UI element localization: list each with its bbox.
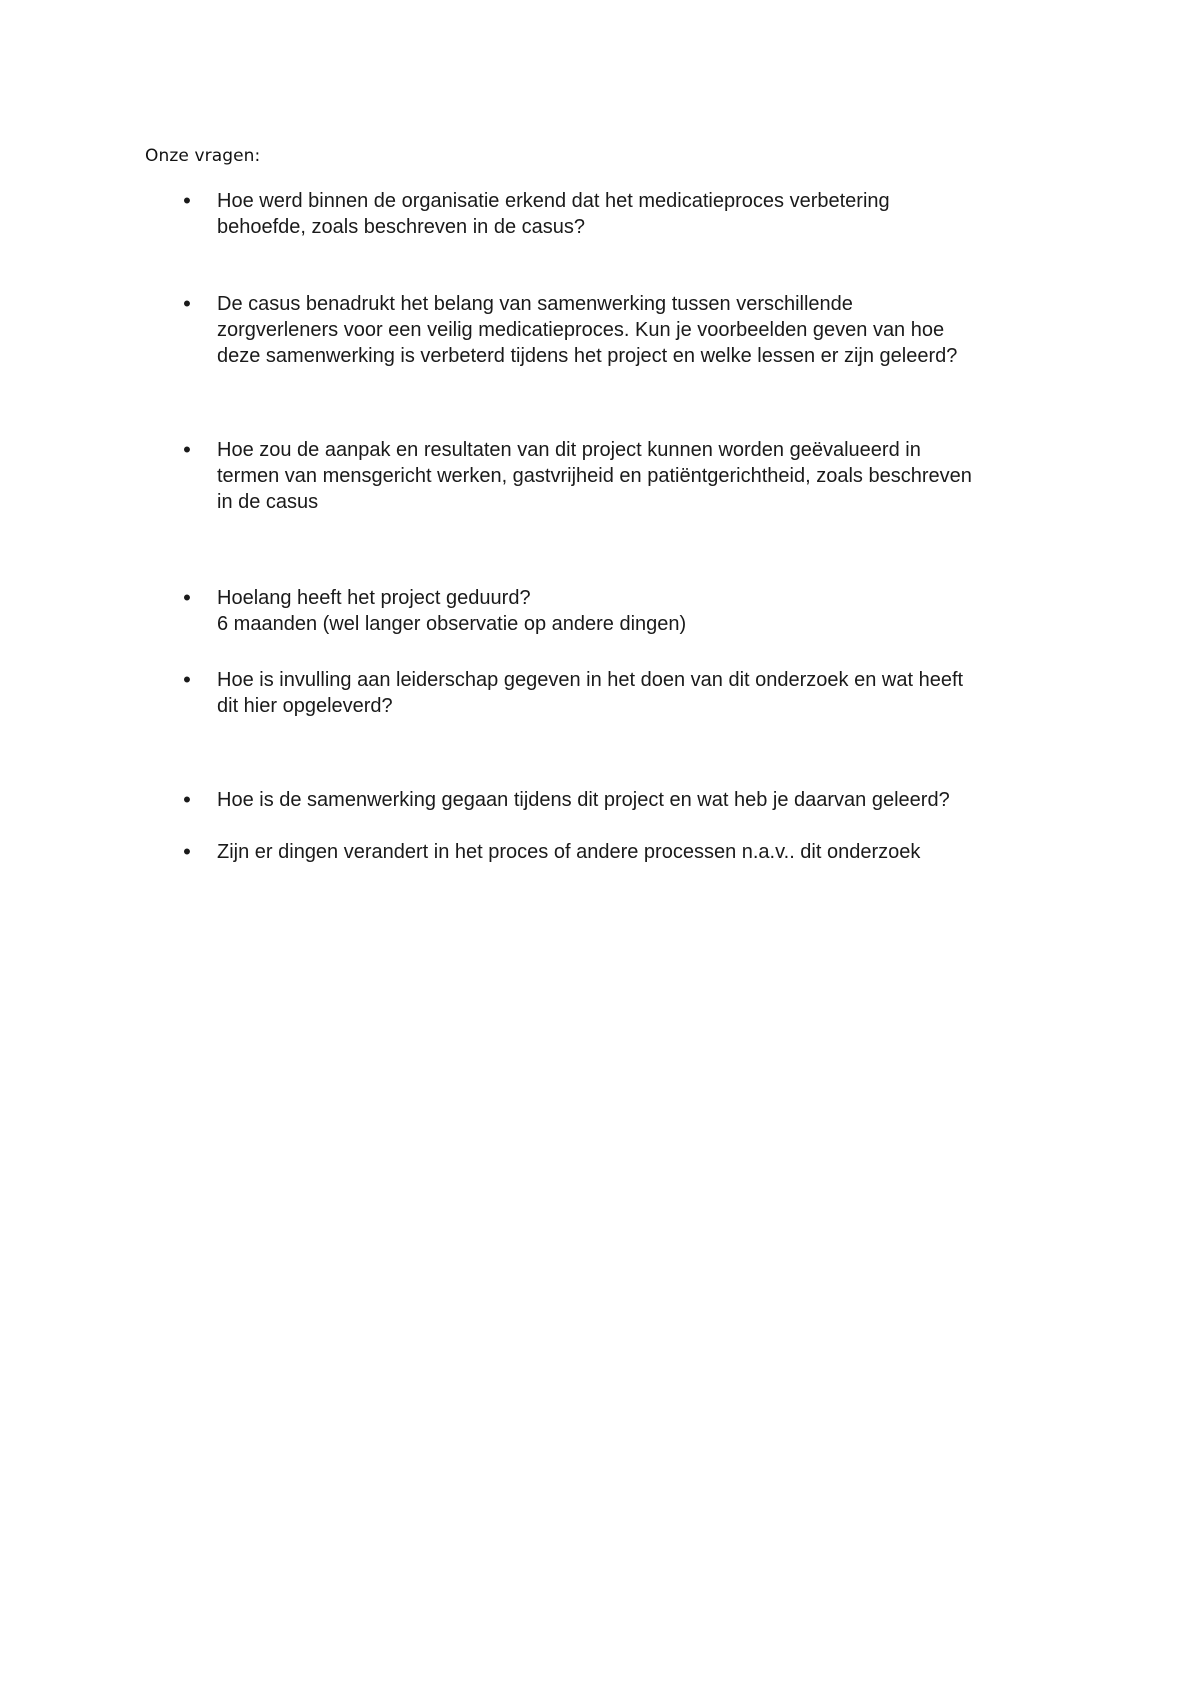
question-line: in de casus xyxy=(217,491,319,513)
question-line: deze samenwerking is verbeterd tijdens het project en welke lessen er zijn geleerd? xyxy=(217,345,958,367)
question-line: zorgverleners voor een veilig medicatieproces. Kun je voorbeelden geven van hoe xyxy=(217,319,945,341)
question-line: Zijn er dingen verandert in het proces of andere processen n.a.v.. dit onderzoek xyxy=(217,841,921,863)
bullet-icon: • xyxy=(183,585,191,610)
question-text xyxy=(217,585,1077,637)
question-line: Hoe is invulling aan leiderschap gegeven in het doen van dit onderzoek en wat heeft xyxy=(217,669,964,691)
question-text xyxy=(217,437,1077,515)
question-text xyxy=(217,667,1077,719)
bullet-icon: • xyxy=(183,291,191,316)
question-line: termen van mensgericht werken, gastvrijheid en patiëntgerichtheid, zoals beschreven xyxy=(217,465,972,487)
question-text xyxy=(217,839,1077,865)
question-line: Hoe werd binnen de organisatie erkend dat het medicatieproces verbetering xyxy=(217,190,890,212)
question-line: De casus benadrukt het belang van samenwerking tussen verschillende xyxy=(217,293,853,315)
document-heading: Onze vragen: xyxy=(145,146,261,166)
question-text xyxy=(217,291,1077,369)
bullet-icon: • xyxy=(183,839,191,864)
question-line: behoefde, zoals beschreven in de casus? xyxy=(217,216,586,238)
bullet-icon: • xyxy=(183,667,191,692)
question-text xyxy=(217,188,1077,240)
bullet-icon: • xyxy=(183,437,191,462)
question-line: Hoelang heeft het project geduurd? xyxy=(217,587,531,609)
bullet-icon: • xyxy=(183,787,191,812)
answer-line: 6 maanden (wel langer observatie op andere dingen) xyxy=(217,613,687,635)
question-line: dit hier opgeleverd? xyxy=(217,695,393,717)
question-line: Hoe is de samenwerking gegaan tijdens dit project en wat heb je daarvan geleerd? xyxy=(217,789,950,811)
question-text xyxy=(217,787,1077,813)
question-line: Hoe zou de aanpak en resultaten van dit project kunnen worden geëvalueerd in xyxy=(217,439,921,461)
bullet-icon: • xyxy=(183,188,191,213)
